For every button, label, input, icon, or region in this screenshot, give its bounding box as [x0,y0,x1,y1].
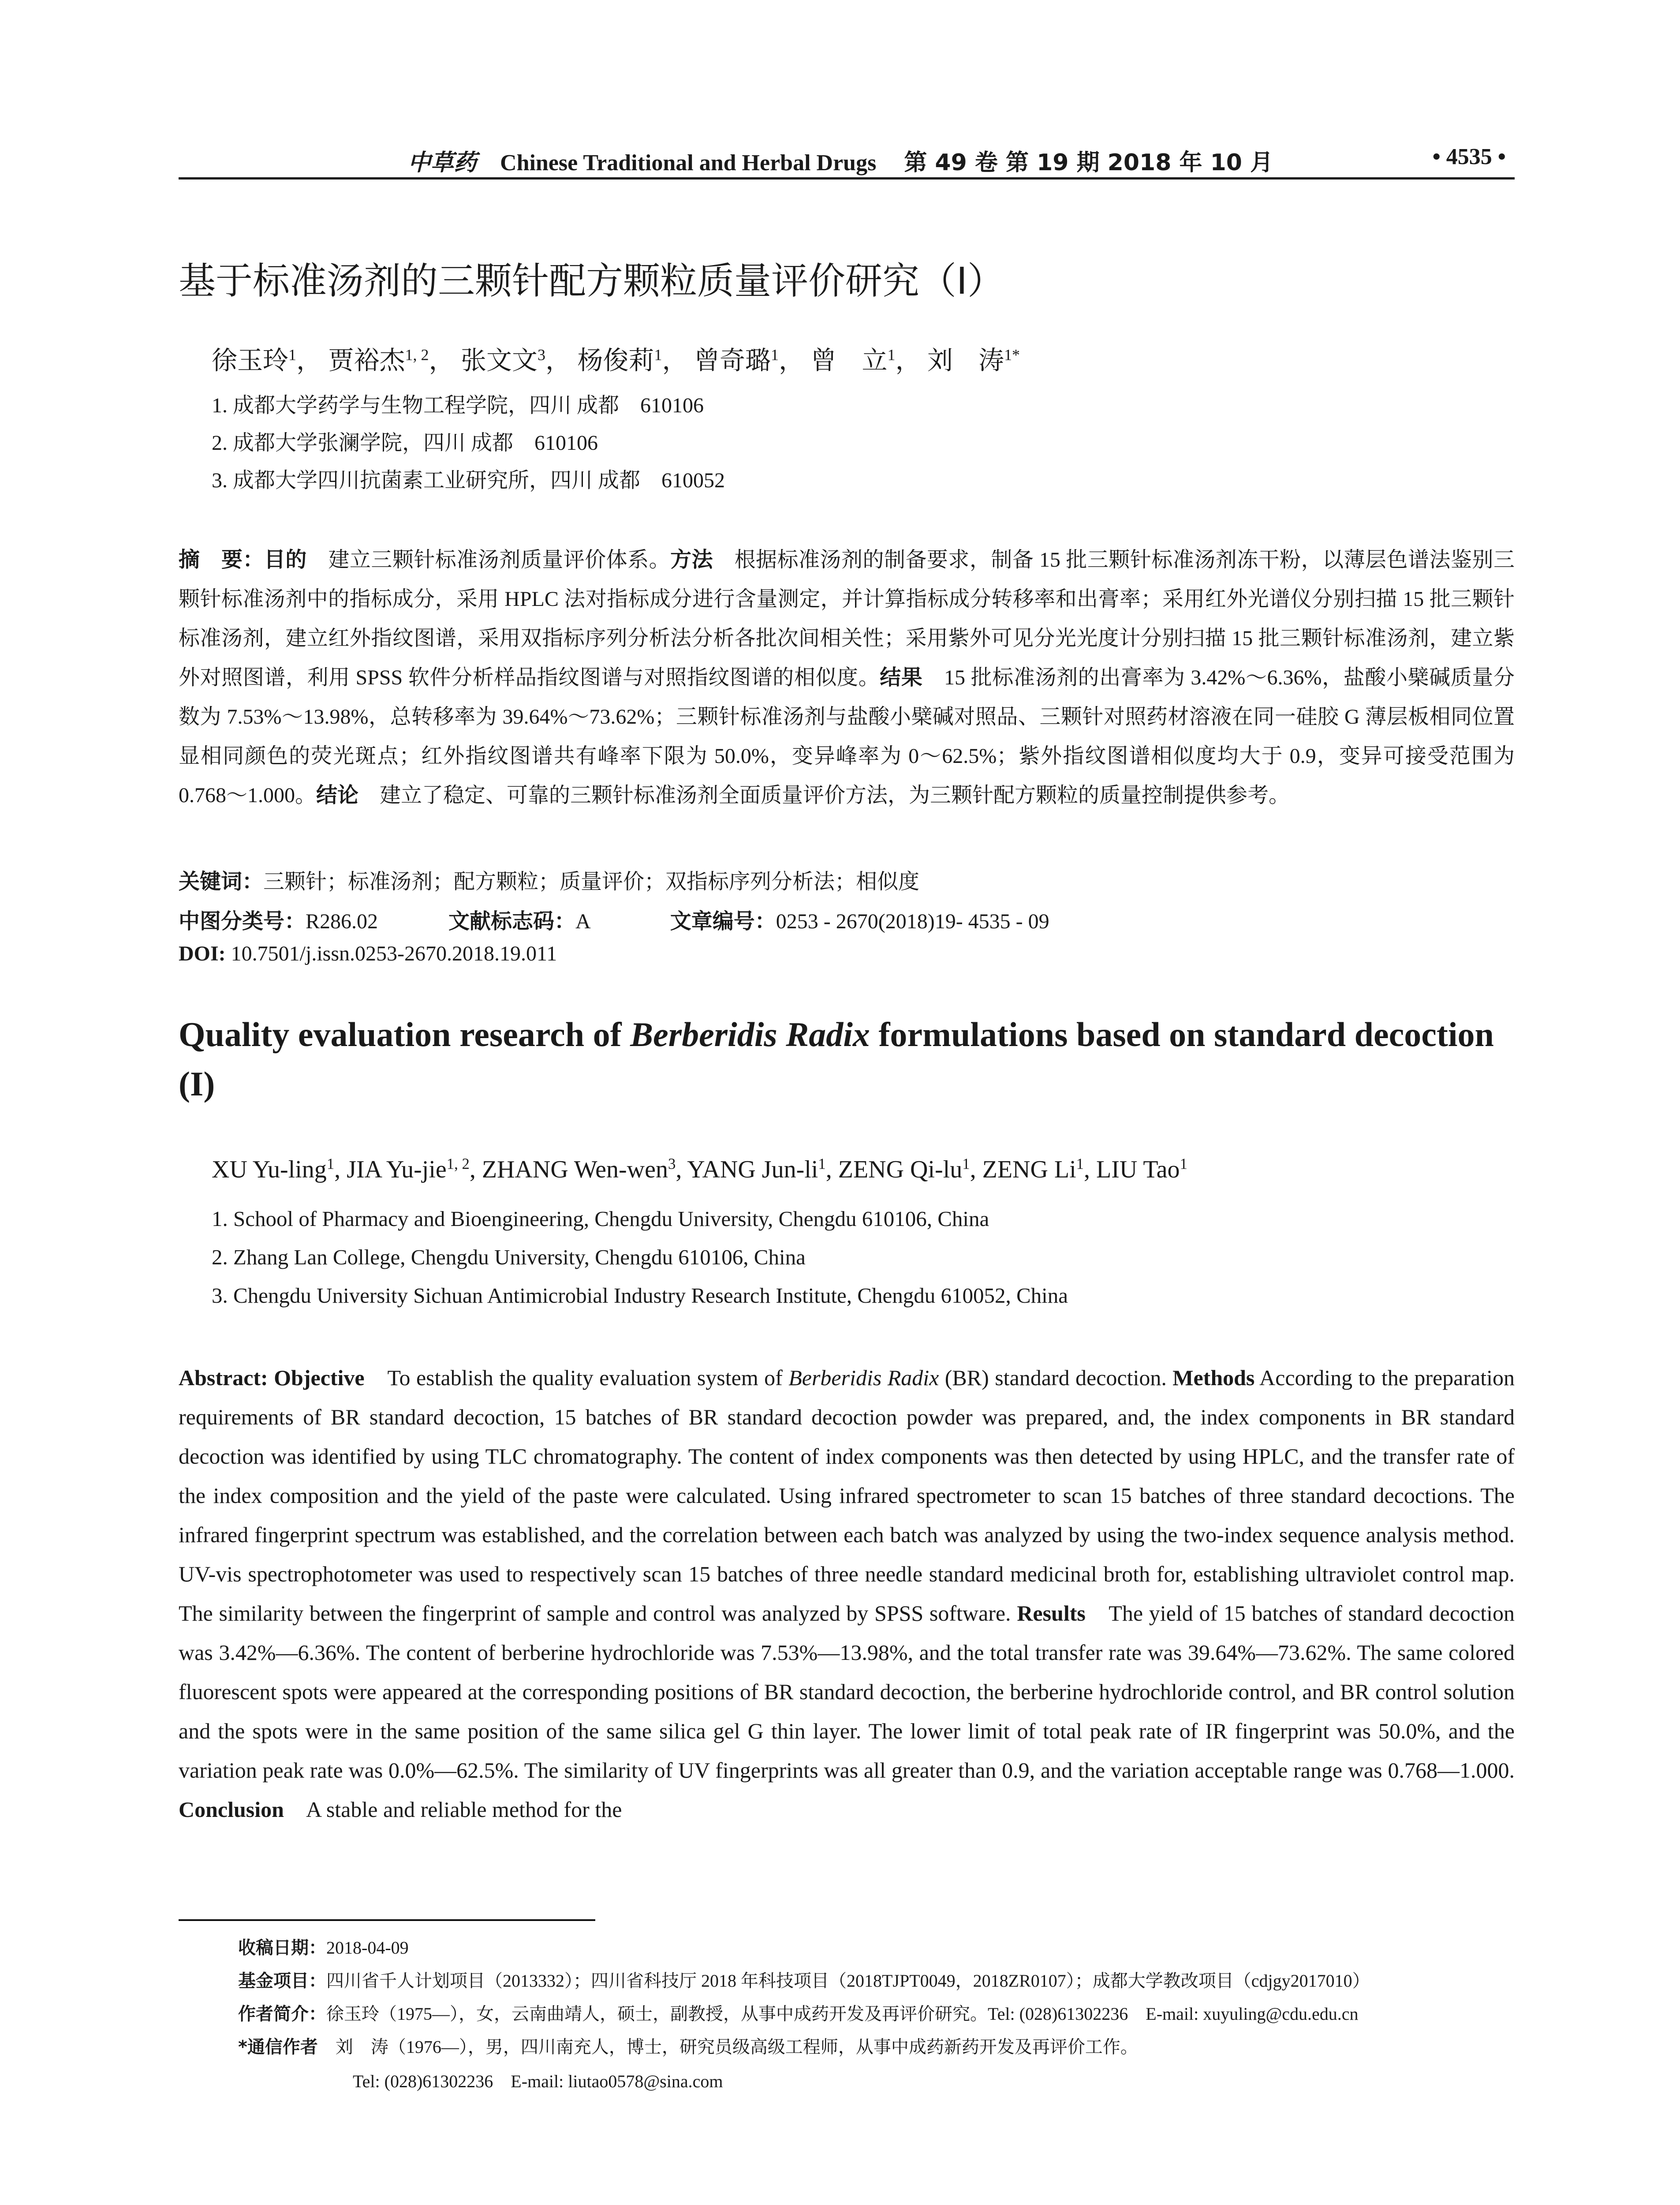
cn-methods-label: 方法 [670,547,713,572]
en-title-italic: Berberidis Radix [630,1015,870,1054]
en-methods-label: Methods [1172,1365,1255,1390]
en-objective-text: (BR) standard decoction. [939,1365,1173,1390]
journal-name-cn: 中草药 [408,149,477,176]
en-author: YANG Jun-$li^1$ [687,1155,826,1183]
en-author: LIU Tao$^1$ [1096,1155,1187,1183]
running-header [179,140,1515,176]
cn-author-list: 徐玉玲$^1$， 贾裕杰$^{1, 2}$， 张文文$^3$， 杨俊莉$^1$， 曾奇璐$^1$， 曾 立$^1$， 刘 涛$^{1*}$ [212,346,1020,375]
cn-author: 贾裕杰$^{1, 2}$ [328,346,429,375]
footnote-rule [179,1919,595,1921]
cn-results-text: 15 批标准汤剂的出膏率为 3.42%～6.36%，盐酸小檗碱质量分数为 7.53%～13.98%，总转移率为 39.64%～73.62%；三颗针标准汤剂与盐酸小檗碱对照品、三颗针对照药材溶液在同一硅胶 G 薄层板相同位置显相同颜色的荧光斑点；红外指纹图谱共有峰率下限为 50.0%，变异峰率为 0～62.5%；紫外指纹图谱相似度均大于 0.9，变异可接受范围为 0.768～1.000。 [179,666,1515,807]
footnote-corresponding-contact: Tel: (028)61302236 E-mail: liutao0578@sina.com [353,2071,723,2091]
cn-results-label: 结果 [880,665,923,690]
en-objective-text: To establish the quality evaluation system of [364,1365,789,1390]
cn-doi-line [179,942,557,966]
doi-value: 10.7501/j.issn.0253-2670.2018.19.011 [225,942,557,965]
cn-conclusion-label: 结论 [316,783,359,807]
corr-label: *通信作者 [238,2037,318,2057]
clc-value: R286.02 [306,910,378,933]
cn-objective-text: 建立三颗针标准汤剂质量评价体系。 [306,548,671,572]
clc-label: 中图分类号： [179,909,306,934]
cn-keywords-text: 三颗针；标准汤剂；配方颗粒；质量评价；双指标序列分析法；相似度 [263,870,920,893]
en-abstract [179,1358,1515,1829]
en-affiliation: 1. School of Pharmacy and Bioengineering, Chengdu University, Chengdu 610106, China [212,1207,989,1231]
en-title-part: formulations based on standard decoction (I) [179,1015,1494,1103]
cn-affiliation: 1. 成都大学药学与生物工程学院，四川 成都 610106 [212,394,704,417]
cn-affiliation: 3. 成都大学四川抗菌素工业研究所，四川 成都 610052 [212,469,725,492]
footnote-received [238,1934,409,1959]
header-rule [179,177,1515,179]
page-number: • 4535 • [1432,144,1506,169]
cn-methods-text: 根据标准汤剂的制备要求，制备 15 批三颗针标准汤剂冻干粉，以薄层色谱法鉴别三颗针标准汤剂中的指标成分，采用 HPLC 法对指标成分进行含量测定，并计算指标成分转移率和出膏率；采用红外光谱仪分别扫描 15 批三颗针标准汤剂，建立红外指纹图谱，采用双指标序列分析法分析各批次间相关性；采用紫外可见分光光度计分别扫描 15 批三颗针标准汤剂，建立紫外对照图谱，利用 SPSS 软件分析样品指纹图谱与对照指纹图谱的相似度。 [179,548,1515,689]
cn-classification-line [179,904,1049,934]
footnote-fund [238,1967,1370,1992]
cn-keywords [179,864,919,895]
bio-label: 作者简介： [238,2004,326,2024]
en-author: JIA Yu-jie$^{1, 2}$ [347,1155,470,1183]
en-methods-text: According to the preparation requirements of BR standard decoction, 15 batches of BR standard decoction powder was prepared, and, the index components in BR standard decoction was identified by using TLC chromatography. The content of index components was then detected by using HPLC, and the transfer rate of the index composition and the yield of the paste were calculated. Using infrared spectrometer to scan 15 batches of three standard decoctions. The infrared fingerprint spectrum was established, and the correlation between each batch was analyzed by using the two-index sequence analysis method. UV-vis spectrophotometer was used to respectively scan 15 batches of three needle standard medicinal broth for, establishing ultraviolet control map. The similarity between the fingerprint of sample and control was analyzed by SPSS software. [179,1365,1515,1626]
doc-code-value: A [575,910,591,933]
en-author: ZENG Li$^1$ [982,1155,1084,1183]
en-author-list: XU Yu-ling$^1$, JIA Yu-jie$^{1, 2}$, ZHANG Wen-wen$^3$, YANG Jun-$li^1$, ZENG $Qi-lu^1$, ZENG Li$^1$, LIU Tao$^1$ [212,1155,1187,1183]
cn-keywords-label: 关键词： [179,869,264,894]
fund-label: 基金项目： [238,1971,326,1991]
doi-label: DOI: [179,942,226,965]
en-results-label: Results [1017,1601,1086,1626]
en-conclusion-label: Conclusion [179,1797,284,1822]
en-abstract-label: Abstract: [179,1365,268,1390]
corr-value: 刘 涛（1976—），男，四川南充人，博士，研究员级高级工程师，从事中成药新药开发及再评价工作。 [317,2037,1138,2057]
en-results-text: The yield of 15 batches of standard decoction was 3.42%—6.36%. The content of berberine hydrochloride was 7.53%—13.98%, and the total transfer rate was 39.64%—73.62%. The same colored fluorescent spots were appeared at the corresponding positions of BR standard decoction, the berberine hydrochloride control, and BR control solution and the spots were in the same position of the same silica gel G thin layer. The lower limit of total peak rate of IR fingerprint was 50.0%, and the variation peak rate was 0.0%—62.5%. The similarity of UV fingerprints was all greater than 0.9, and the variation acceptable range was 0.768—1.000. [179,1601,1515,1783]
en-affiliation: 3. Chengdu University Sichuan Antimicrobial Industry Research Institute, Chengdu 610052, China [212,1283,1068,1308]
received-label: 收稿日期： [238,1938,326,1958]
doc-code-label: 文献标志码： [448,909,576,934]
en-title [179,1010,1515,1109]
cn-author: 曾奇璐$^1$ [694,346,779,375]
journal-name-en: Chinese Traditional and Herbal Drugs [500,150,877,176]
volume-issue: 第 49 卷 第 19 期 2018 年 10 月 [904,149,1273,176]
fund-value: 四川省千人计划项目（2013332）；四川省科技厅 2018 年科技项目（2018TJPT0049，2018ZR0107）；成都大学教改项目（cdjgy2017010） [326,1971,1370,1991]
cn-author: 徐玉玲$^1$ [212,346,296,375]
en-author: ZHANG Wen-wen$^3$ [482,1155,676,1183]
en-title-part: Quality evaluation research of [179,1015,631,1054]
cn-abstract [179,540,1515,815]
en-author: XU Yu-ling$^1$ [212,1155,335,1183]
cn-conclusion-text: 建立了稳定、可靠的三颗针标准汤剂全面质量评价方法，为三颗针配方颗粒的质量控制提供参考。 [358,784,1290,807]
cn-author: 杨俊莉$^1$ [577,346,662,375]
cn-author: 曾 立$^1$ [810,346,896,375]
received-value: 2018-04-09 [326,1938,409,1958]
footnote-author-bio [238,2000,1359,2025]
en-objective-label: Objective [274,1365,365,1390]
bio-value: 徐玉玲（1975—），女，云南曲靖人，硕士，副教授，从事中成药开发及再评价研究。Tel: (028)61302236 E-mail: xuyuling@cdu.edu.cn [326,2004,1359,2024]
cn-affiliation: 2. 成都大学张澜学院，四川 成都 610106 [212,431,598,455]
cn-abstract-label: 摘 要： [179,547,264,572]
cn-author: 刘 涛$^{1*}$ [927,346,1020,375]
header-journal-info [408,144,1273,177]
en-author: ZENG $Qi-lu^1$ [838,1155,970,1183]
en-conclusion-text: A stable and reliable method for the [284,1797,622,1822]
en-objective-italic: Berberidis Radix [788,1365,939,1390]
cn-author: 张文文$^3$ [460,346,545,375]
cn-objective-label: 目的 [264,547,307,572]
article-no-value: 0253 - 2670(2018)19- 4535 - 09 [776,910,1049,933]
en-affiliation: 2. Zhang Lan College, Chengdu University, Chengdu 610106, China [212,1245,806,1269]
cn-title: 基于标准汤剂的三颗针配方颗粒质量评价研究（I） [179,259,1004,303]
article-no-label: 文章编号： [670,909,776,934]
footnote-corresponding [238,2033,1138,2058]
